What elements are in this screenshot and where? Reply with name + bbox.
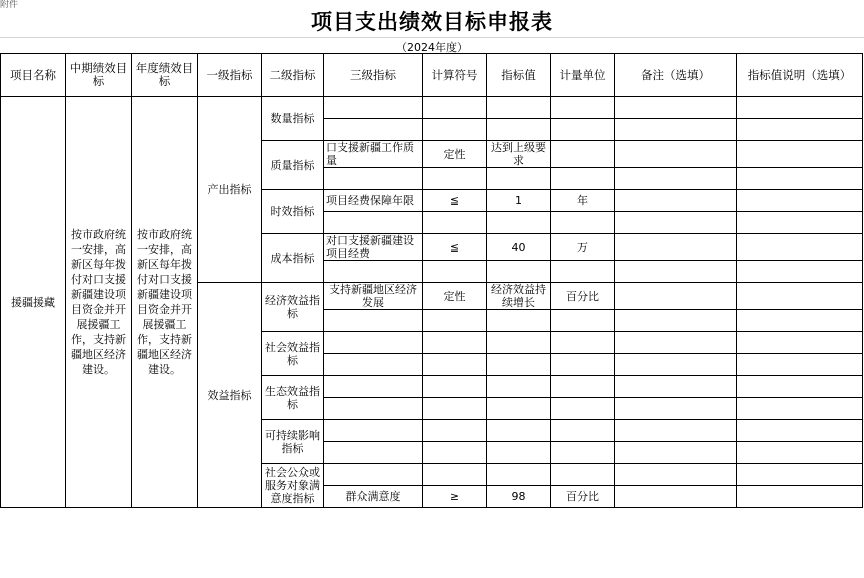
unit-cell xyxy=(551,119,615,141)
unit-cell xyxy=(551,442,615,464)
level3-cell xyxy=(324,261,423,283)
level2-economic-cell: 经济效益指标 xyxy=(262,283,324,332)
symbol-cell xyxy=(423,332,487,354)
table-row xyxy=(1,97,863,119)
remark-cell xyxy=(615,212,737,234)
symbol-cell xyxy=(423,310,487,332)
level2-satisfaction-cell: 社会公众或服务对象满意度指标 xyxy=(262,464,324,508)
symbol-cell xyxy=(423,376,487,398)
symbol-satisfaction-cell: ≥ xyxy=(423,486,487,508)
performance-goal-table xyxy=(0,53,863,508)
value-satisfaction-cell: 98 xyxy=(487,486,551,508)
level3-cell xyxy=(324,212,423,234)
remark-cell xyxy=(615,398,737,420)
value-note-cell xyxy=(737,283,863,310)
level2-sustainable-cell: 可持续影响指标 xyxy=(262,420,324,464)
symbol-timeliness-cell: ≦ xyxy=(423,190,487,212)
unit-cell xyxy=(551,212,615,234)
unit-cell xyxy=(551,168,615,190)
value-note-cell xyxy=(737,420,863,442)
remark-cell xyxy=(615,234,737,261)
project-name-cell: 援疆援藏 xyxy=(1,97,66,508)
year-label: （2024年度） xyxy=(396,41,468,54)
level3-quality-cell: 口支援新疆工作质量 xyxy=(324,141,423,168)
level2-ecological-cell: 生态效益指标 xyxy=(262,376,324,420)
unit-cell xyxy=(551,398,615,420)
level1-benefit-cell: 效益指标 xyxy=(198,283,262,508)
header-value-note: 指标值说明（选填） xyxy=(737,54,863,97)
value-note-cell xyxy=(737,332,863,354)
unit-cost-cell: 万 xyxy=(551,234,615,261)
symbol-quality-cell: 定性 xyxy=(423,141,487,168)
header-symbol: 计算符号 xyxy=(423,54,487,97)
value-note-cell xyxy=(737,354,863,376)
value-cell xyxy=(487,442,551,464)
remark-cell xyxy=(615,486,737,508)
unit-cell xyxy=(551,97,615,119)
remark-cell xyxy=(615,310,737,332)
level3-economic-cell: 支持新疆地区经济发展 xyxy=(324,283,423,310)
unit-satisfaction-cell: 百分比 xyxy=(551,486,615,508)
header-project-name: 项目名称 xyxy=(1,54,66,97)
unit-cell xyxy=(551,376,615,398)
level3-cost-cell: 对口支援新疆建设项目经费 xyxy=(324,234,423,261)
value-cell xyxy=(487,332,551,354)
value-note-cell xyxy=(737,168,863,190)
symbol-cell xyxy=(423,97,487,119)
header-level1: 一级指标 xyxy=(198,54,262,97)
symbol-cell xyxy=(423,119,487,141)
level3-cell xyxy=(324,332,423,354)
value-cell xyxy=(487,464,551,486)
title-divider xyxy=(0,37,864,38)
header-value: 指标值 xyxy=(487,54,551,97)
value-note-cell xyxy=(737,97,863,119)
header-mid-term-goal: 中期绩效目标 xyxy=(66,54,132,97)
symbol-cell xyxy=(423,261,487,283)
value-cell xyxy=(487,97,551,119)
symbol-cell xyxy=(423,212,487,234)
annual-goal-cell: 按市政府统一安排，高新区每年拨付对口支援新疆建设项目资金并开展援疆工作，支持新疆地区经济建设。 xyxy=(132,97,198,508)
level2-social-cell: 社会效益指标 xyxy=(262,332,324,376)
level3-cell xyxy=(324,97,423,119)
remark-cell xyxy=(615,464,737,486)
header-level3: 三级指标 xyxy=(324,54,423,97)
value-note-cell xyxy=(737,212,863,234)
level2-quantity-cell: 数量指标 xyxy=(262,97,324,141)
unit-cell xyxy=(551,261,615,283)
header-annual-goal: 年度绩效目标 xyxy=(132,54,198,97)
value-note-cell xyxy=(737,119,863,141)
value-cell xyxy=(487,212,551,234)
value-note-cell xyxy=(737,398,863,420)
remark-cell xyxy=(615,354,737,376)
level3-cell xyxy=(324,398,423,420)
level3-cell xyxy=(324,354,423,376)
unit-cell xyxy=(551,354,615,376)
remark-cell xyxy=(615,420,737,442)
remark-cell xyxy=(615,261,737,283)
symbol-cell xyxy=(423,354,487,376)
remark-cell xyxy=(615,190,737,212)
unit-quality-cell xyxy=(551,141,615,168)
unit-timeliness-cell: 年 xyxy=(551,190,615,212)
level3-cell xyxy=(324,464,423,486)
page-title: 项目支出绩效目标申报表 xyxy=(311,10,553,34)
level2-quality-cell: 质量指标 xyxy=(262,141,324,190)
remark-cell xyxy=(615,332,737,354)
value-cell xyxy=(487,398,551,420)
value-cell xyxy=(487,119,551,141)
remark-cell xyxy=(615,119,737,141)
symbol-cost-cell: ≦ xyxy=(423,234,487,261)
remark-cell xyxy=(615,141,737,168)
value-timeliness-cell: 1 xyxy=(487,190,551,212)
value-cell xyxy=(487,420,551,442)
mid-term-goal-cell: 按市政府统一安排，高新区每年拨付对口支援新疆建设项目资金并开展援疆工作，支持新疆地区经济建设。 xyxy=(66,97,132,508)
value-economic-cell: 经济效益持续增长 xyxy=(487,283,551,310)
value-note-cell xyxy=(737,141,863,168)
value-cell xyxy=(487,310,551,332)
symbol-cell xyxy=(423,168,487,190)
value-note-cell xyxy=(737,442,863,464)
symbol-cell xyxy=(423,442,487,464)
unit-economic-cell: 百分比 xyxy=(551,283,615,310)
level3-cell xyxy=(324,310,423,332)
remark-cell xyxy=(615,283,737,310)
value-note-cell xyxy=(737,310,863,332)
unit-cell xyxy=(551,310,615,332)
symbol-cell xyxy=(423,398,487,420)
level2-timeliness-cell: 时效指标 xyxy=(262,190,324,234)
value-cell xyxy=(487,376,551,398)
level1-output-cell: 产出指标 xyxy=(198,97,262,283)
level3-cell xyxy=(324,168,423,190)
unit-cell xyxy=(551,464,615,486)
value-note-cell xyxy=(737,486,863,508)
value-note-cell xyxy=(737,234,863,261)
value-cell xyxy=(487,261,551,283)
level3-cell xyxy=(324,420,423,442)
remark-cell xyxy=(615,442,737,464)
attachment-label: 附件 xyxy=(0,0,19,10)
level3-cell xyxy=(324,376,423,398)
value-cell xyxy=(487,168,551,190)
level3-cell xyxy=(324,442,423,464)
value-quality-cell: 达到上级要求 xyxy=(487,141,551,168)
unit-cell xyxy=(551,332,615,354)
header-remark: 备注（选填） xyxy=(615,54,737,97)
remark-cell xyxy=(615,168,737,190)
symbol-economic-cell: 定性 xyxy=(423,283,487,310)
remark-cell xyxy=(615,376,737,398)
unit-cell xyxy=(551,420,615,442)
header-level2: 二级指标 xyxy=(262,54,324,97)
value-cell xyxy=(487,354,551,376)
value-note-cell xyxy=(737,261,863,283)
value-note-cell xyxy=(737,376,863,398)
header-unit: 计量单位 xyxy=(551,54,615,97)
header-row xyxy=(1,54,863,97)
level3-cell xyxy=(324,119,423,141)
value-note-cell xyxy=(737,464,863,486)
value-cost-cell: 40 xyxy=(487,234,551,261)
symbol-cell xyxy=(423,464,487,486)
level3-satisfaction-cell: 群众满意度 xyxy=(324,486,423,508)
value-note-cell xyxy=(737,190,863,212)
level3-timeliness-cell: 项目经费保障年限 xyxy=(324,190,423,212)
level2-cost-cell: 成本指标 xyxy=(262,234,324,283)
remark-cell xyxy=(615,97,737,119)
symbol-cell xyxy=(423,420,487,442)
